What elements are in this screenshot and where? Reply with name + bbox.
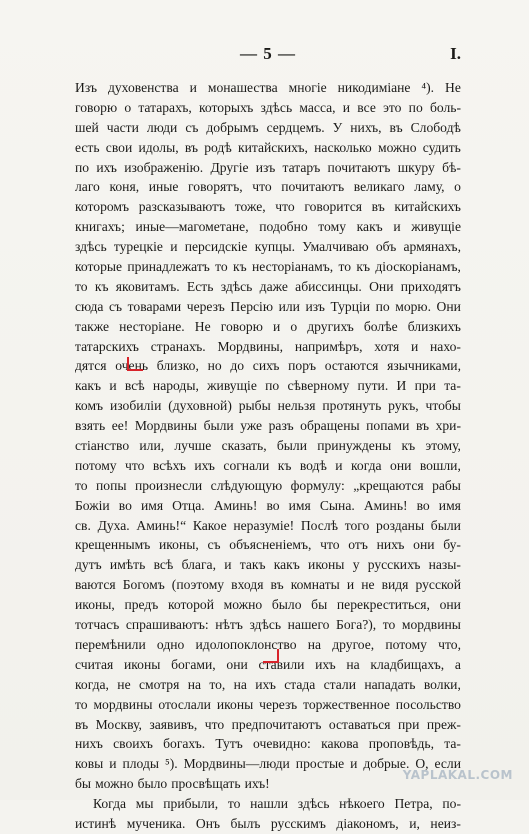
text-line: какъ и всѣ народы, живущіе по сѣверному пути. И при та- (75, 378, 461, 394)
text-line: то мордвины отослали иконы черезъ торжественное посольство (75, 696, 461, 712)
text-line: шей части люди съ добрымъ сердцемъ. У нихъ, въ Слободѣ (75, 119, 461, 135)
site-watermark: YAPLAKAL.COM (402, 768, 513, 782)
text-line: перемѣнили одно идолопоклонство на другое, потому что, (75, 636, 461, 652)
text-line: сюда съ товарами черезъ Персію или изъ Турціи по морю. Они (75, 298, 461, 314)
text-line: то попы произнесли слѣдующую формулу: „крещаются рабы (75, 477, 461, 493)
text-line: дутъ имѣть всѣ блага, и такъ какъ иконы у русскихъ назы- (75, 557, 461, 573)
text-line: взять ее! Мордвины были уже разъ обращены попами въ хри- (75, 418, 461, 434)
text-line: св. Духа. Аминь!“ Какое неразуміе! Послѣ того розданы были (75, 517, 461, 533)
page-header (75, 44, 461, 64)
text-line: здѣсь турецкіе и персидскіе купцы. Умалчиваю объ армянахъ, (75, 239, 461, 255)
text-line: тотчасъ спрашиваютъ: нѣтъ здѣсь нашего Бога?), то мордвины (75, 617, 461, 633)
highlight-start-marker (127, 357, 143, 371)
text-line: есть свои идолы, въ родѣ китайскихъ, насколько можно судить (75, 139, 461, 155)
text-line: ковы и плоды ⁵). Мордвины—люди простые и добрые. О, если (75, 756, 461, 772)
text-line: въ Москву, заявивъ, что предпочитаютъ оставаться при преж- (75, 716, 461, 732)
text-line: Изъ духовенства и монашества многіе никодимiане ⁴). Не (75, 80, 461, 95)
text-line: Божіи во имя Отца. Аминь! во имя Сына. Аминь! во имя (75, 497, 461, 513)
text-line: книгахъ; иные—магометане, подобно тому какъ и живущіе (75, 219, 461, 235)
text-line: ваются Богомъ (поэтому входя въ комнаты и не видя русской (75, 577, 461, 593)
text-line: иконы, предъ которой можно было бы перекреститься, они (75, 597, 461, 613)
text-line: потому что всѣхъ ихъ согнали къ водѣ и когда они вошли, (75, 457, 461, 473)
text-line: также несторiане. Не говорю и о другихъ болѣе близкихъ (75, 318, 461, 334)
text-line: нихъ своихъ богахъ. Тутъ очевидно: какова проповѣдь, та- (75, 736, 461, 752)
text-line: когда, не смотря на то, на ихъ стада стали нападать волки, (75, 676, 461, 692)
text-line: лаго коня, иные говорятъ, что почитаютъ великаго ламу, о (75, 179, 461, 195)
text-line: стіанство или, лучше сказать, были принуждены къ этому, (75, 438, 461, 454)
text-line: татарскихъ странахъ. Мордвины, напримѣръ, хотя и нахо- (75, 338, 461, 354)
page-number: — 5 — (240, 44, 296, 63)
text-line: то къ яковитамъ. Есть здѣсь даже абиссинцы. Они приходятъ (75, 278, 461, 294)
body-text (75, 78, 461, 834)
text-line: комъ изобиліи (духовной) рыбы нельзя протянуть рукъ, чтобы (75, 398, 461, 414)
text-line: дятся очень близко, но до сихъ поръ остаются язычниками, (75, 358, 461, 374)
text-line: по ихъ изображенiю. Другіе изъ татаръ почитаютъ шкуру бѣ- (75, 159, 461, 175)
text-line: крещеннымъ иконы, съ объясненіемъ, что отъ нихъ они бу- (75, 537, 461, 553)
chapter-number: I. (450, 44, 461, 63)
text-line: говорю о татарахъ, которыхъ здѣсь масса, и все это по боль- (75, 99, 461, 115)
text-line: которые принадлежатъ то къ несторіанамъ, то къ діоскоріанамъ, (75, 259, 461, 275)
text-line: считая иконы богами, они ставили ихъ на кладбищахъ, а (75, 656, 461, 672)
text-line: которомъ разсказываютъ тоже, что говорится въ китайскихъ (75, 199, 461, 215)
text-line: истинѣ мученика. Онъ былъ русскимъ діакономъ, и, неиз- (75, 815, 461, 831)
text-line: Когда мы прибыли, то нашли здѣсь нѣкоего Петра, по- (93, 796, 461, 812)
text-line: бы можно было просвѣщать ихъ! (75, 776, 270, 792)
highlight-end-marker (263, 649, 279, 663)
